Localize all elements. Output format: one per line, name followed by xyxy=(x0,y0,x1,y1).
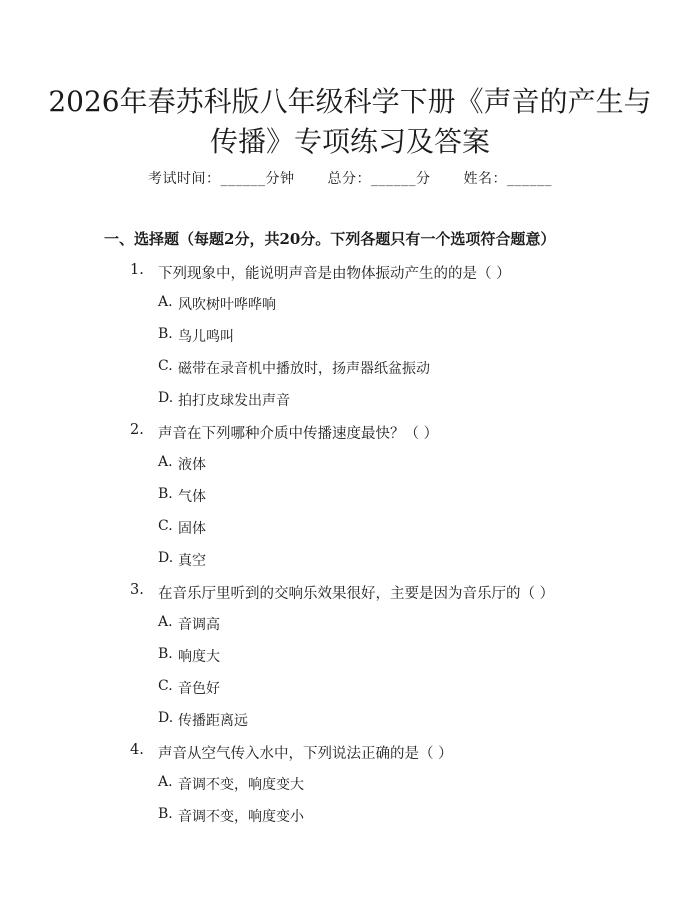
option-letter: B. xyxy=(158,326,173,342)
question-text: 下列现象中，能说明声音是由物体振动产生的的是（ ） xyxy=(158,266,511,282)
option-1b xyxy=(158,326,234,346)
option-text: 鸟儿鸣叫 xyxy=(178,329,234,345)
option-letter: D. xyxy=(158,390,174,406)
question-number: 2. xyxy=(130,422,144,438)
option-2c xyxy=(158,518,206,538)
option-text: 音调高 xyxy=(178,617,220,633)
option-letter: C. xyxy=(158,678,173,694)
option-4b xyxy=(158,806,304,826)
option-letter: C. xyxy=(158,518,173,534)
option-3b xyxy=(158,646,220,666)
option-2d xyxy=(158,550,206,570)
question-4 xyxy=(130,742,453,763)
question-number: 1. xyxy=(130,262,144,278)
option-letter: D. xyxy=(158,550,174,566)
option-text: 液体 xyxy=(178,457,206,473)
exam-time-label: 考试时间：______分钟 xyxy=(148,171,295,187)
option-text: 磁带在录音机中播放时，扬声器纸盆振动 xyxy=(178,361,430,377)
option-letter: A. xyxy=(158,454,173,470)
option-2b xyxy=(158,486,206,506)
option-text: 真空 xyxy=(178,553,206,569)
question-text: 在音乐厅里听到的交响乐效果很好，主要是因为音乐厅的（ ） xyxy=(158,586,555,602)
question-3 xyxy=(130,582,554,603)
option-letter: B. xyxy=(158,806,173,822)
option-text: 风吹树叶哗哗响 xyxy=(178,297,276,313)
option-4a xyxy=(158,774,304,794)
option-text: 气体 xyxy=(178,489,206,505)
section-heading: 一、选择题（每题2分，共20分。下列各题只有一个选项符合题意） xyxy=(104,230,556,248)
option-letter: B. xyxy=(158,486,173,502)
question-number: 3. xyxy=(130,582,144,598)
question-number: 4. xyxy=(130,742,144,758)
option-letter: B. xyxy=(158,646,173,662)
option-text: 固体 xyxy=(178,521,206,537)
option-text: 拍打皮球发出声音 xyxy=(178,393,290,409)
question-text: 声音在下列哪种介质中传播速度最快？（ ） xyxy=(158,426,439,442)
student-name-label: 姓名：______ xyxy=(463,171,552,187)
option-letter: A. xyxy=(158,294,173,310)
option-2a xyxy=(158,454,206,474)
option-letter: D. xyxy=(158,710,174,726)
option-1c xyxy=(158,358,430,378)
option-text: 响度大 xyxy=(178,649,220,665)
option-3d xyxy=(158,710,248,730)
document-title: 2026年春苏科版八年级科学下册《声音的产生与传播》专项练习及答案 xyxy=(48,85,652,158)
option-letter: C. xyxy=(158,358,173,374)
option-text: 传播距离远 xyxy=(178,713,248,729)
question-text: 声音从空气传入水中，下列说法正确的是（ ） xyxy=(158,746,453,762)
exam-meta xyxy=(0,168,700,188)
option-letter: A. xyxy=(158,774,173,790)
question-2 xyxy=(130,422,438,443)
option-text: 音色好 xyxy=(178,681,220,697)
option-letter: A. xyxy=(158,614,173,630)
option-text: 音调不变，响度变小 xyxy=(178,809,304,825)
total-score-label: 总分：______分 xyxy=(327,171,431,187)
option-1a xyxy=(158,294,276,314)
option-1d xyxy=(158,390,290,410)
option-text: 音调不变，响度变大 xyxy=(178,777,304,793)
option-3a xyxy=(158,614,220,634)
option-3c xyxy=(158,678,220,698)
question-1 xyxy=(130,262,511,283)
